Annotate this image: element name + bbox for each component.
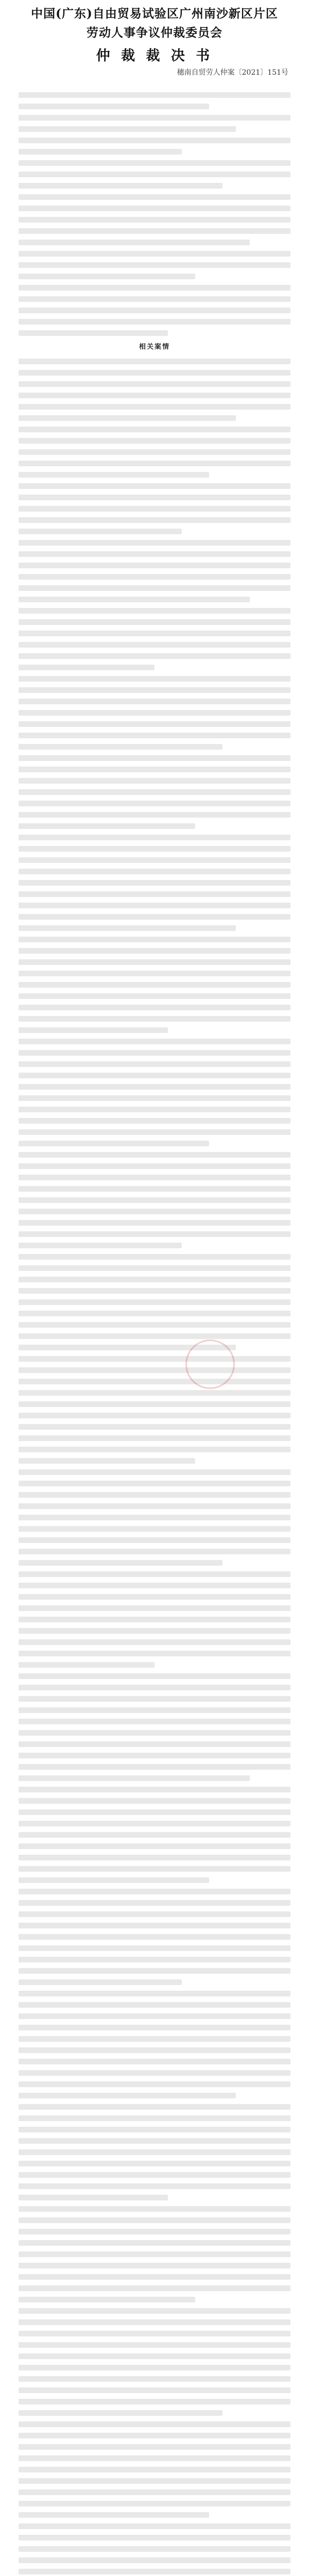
issuing-authority-line1: 中国(广东)自由贸易试验区广州南沙新区片区 [31, 7, 278, 21]
document-number: 穗南自贸劳人仲案〔2021〕151号 [177, 69, 288, 77]
case-facts-block [19, 359, 290, 2576]
parties-block [19, 92, 290, 336]
document-body [19, 87, 290, 2576]
document-title: 仲 裁 裁 决 书 [96, 48, 213, 64]
document-header [0, 4, 309, 64]
issuing-authority-line2: 劳动人事争议仲裁委员会 [87, 26, 222, 40]
section-heading-case-facts: 相关案情 [139, 343, 170, 351]
